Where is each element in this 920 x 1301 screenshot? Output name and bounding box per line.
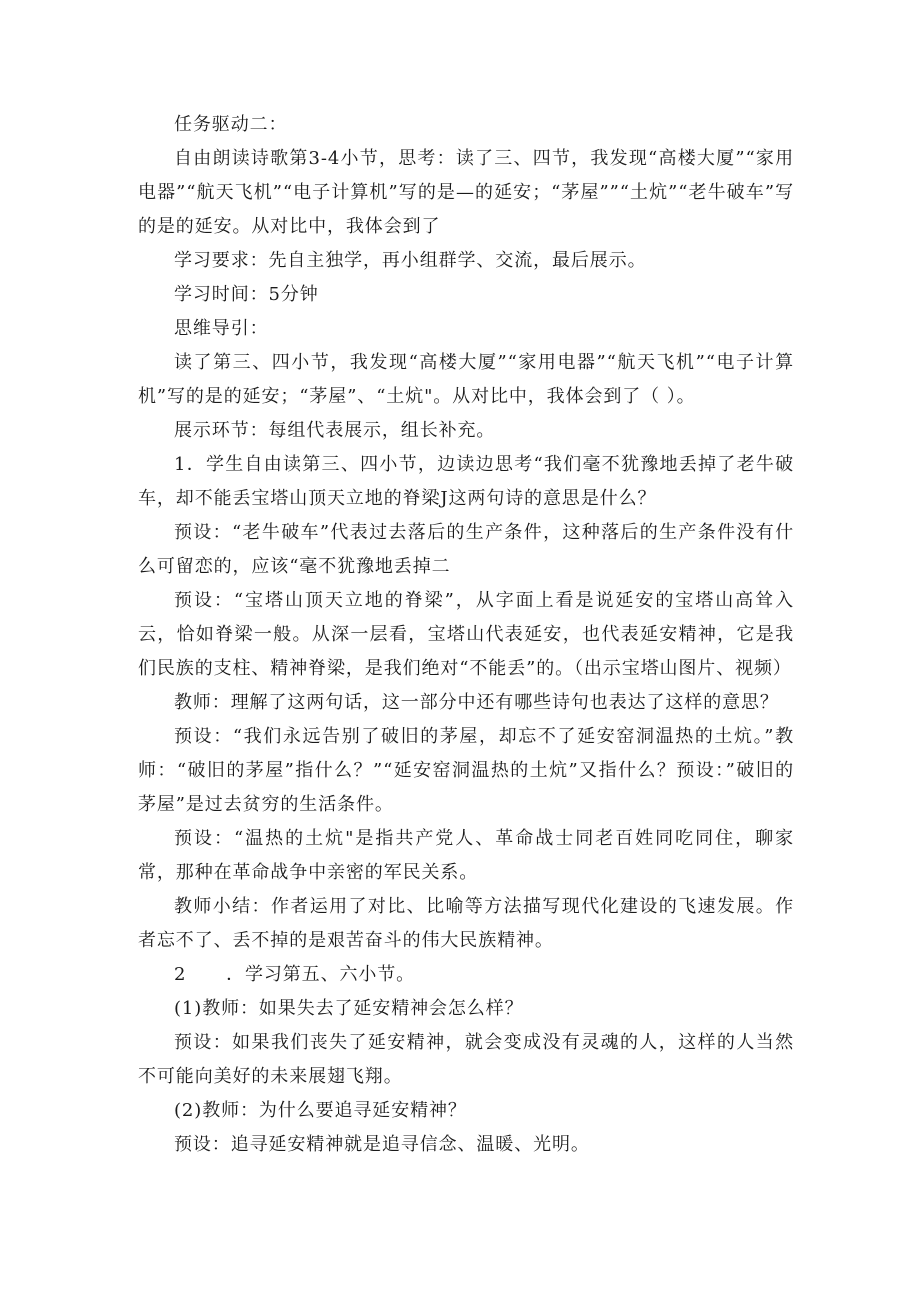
presentation-step: 展示环节：每组代表展示，组长补充。 [174, 420, 496, 441]
question-1: 1．学生自由读第三、四小节，边读边思考“我们毫不犹豫地丢掉了老牛破车，却不能丢宝塔山顶天立地的脊梁J这两句诗的意思是什么？ [138, 454, 794, 509]
study-time: 学习时间：5分钟 [174, 284, 319, 305]
preset-answer: 预设：如果我们丧失了延安精神，就会变成没有灵魂的人，这样的人当然不可能向美好的未来展翅飞翔。 [138, 1032, 794, 1087]
preset-answer: 预设：“温热的土炕"是指共产党人、革命战士同老百姓同吃同住，聊家常，那种在革命战争中亲密的军民关系。 [138, 828, 794, 883]
document-body [138, 108, 794, 1162]
task-heading: 任务驱动二： [174, 114, 288, 135]
sub-question-1: (1)教师：如果失去了延安精神会怎么样？ [174, 998, 524, 1019]
thinking-guide-heading: 思维导引： [174, 318, 269, 339]
teacher-question: 教师：理解了这两句话，这一部分中还有哪些诗句也表达了这样的意思？ [174, 692, 779, 713]
task-paragraph: 自由朗读诗歌第3-4小节，思考：读了三、四节，我发现“高楼大厦”“家用电器”“航天飞机”“电子计算机”写的是—的延安；“茅屋””“土炕”“老牛破车”写的是的延安。从对比中，我体会到了 [138, 148, 794, 237]
preset-answer: 预设：“宝塔山顶天立地的脊梁”，从字面上看是说延安的宝塔山高耸入云，恰如脊梁一般。从深一层看，宝塔山代表延安，也代表延安精神，它是我们民族的支柱、精神脊梁，是我们绝对“不能丢”的。（出示宝塔山图片、视频） [138, 590, 794, 679]
preset-answer: 预设：追寻延安精神就是追寻信念、温暖、光明。 [174, 1134, 590, 1155]
study-requirement: 学习要求：先自主独学，再小组群学、交流，最后展示。 [174, 250, 647, 271]
sub-question-2: (2)教师：为什么要追寻延安精神？ [174, 1100, 467, 1121]
question-2: 2 ．学习第五、六小节。 [174, 964, 416, 985]
teacher-summary: 教师小结：作者运用了对比、比喻等方法描写现代化建设的飞速发展。作者忘不了、丢不掉的是艰苦奋斗的伟大民族精神。 [138, 896, 794, 951]
preset-answer: 预设：“老牛破车”代表过去落后的生产条件，这种落后的生产条件没有什么可留恋的，应该“毫不犹豫地丢掉二 [138, 522, 794, 577]
thinking-guide-paragraph: 读了第三、四小节，我发现“高楼大厦”“家用电器”“航天飞机”“电子计算机”写的是的延安；“茅屋”、“土炕"。从对比中，我体会到了（ ）。 [138, 352, 794, 407]
preset-answer: 预设：“我们永远告别了破旧的茅屋，却忘不了延安窑洞温热的土炕。”教师：“破旧的茅屋”指什么？”“延安窑洞温热的土炕”又指什么？预设：”破旧的茅屋”是过去贫穷的生活条件。 [138, 726, 794, 815]
